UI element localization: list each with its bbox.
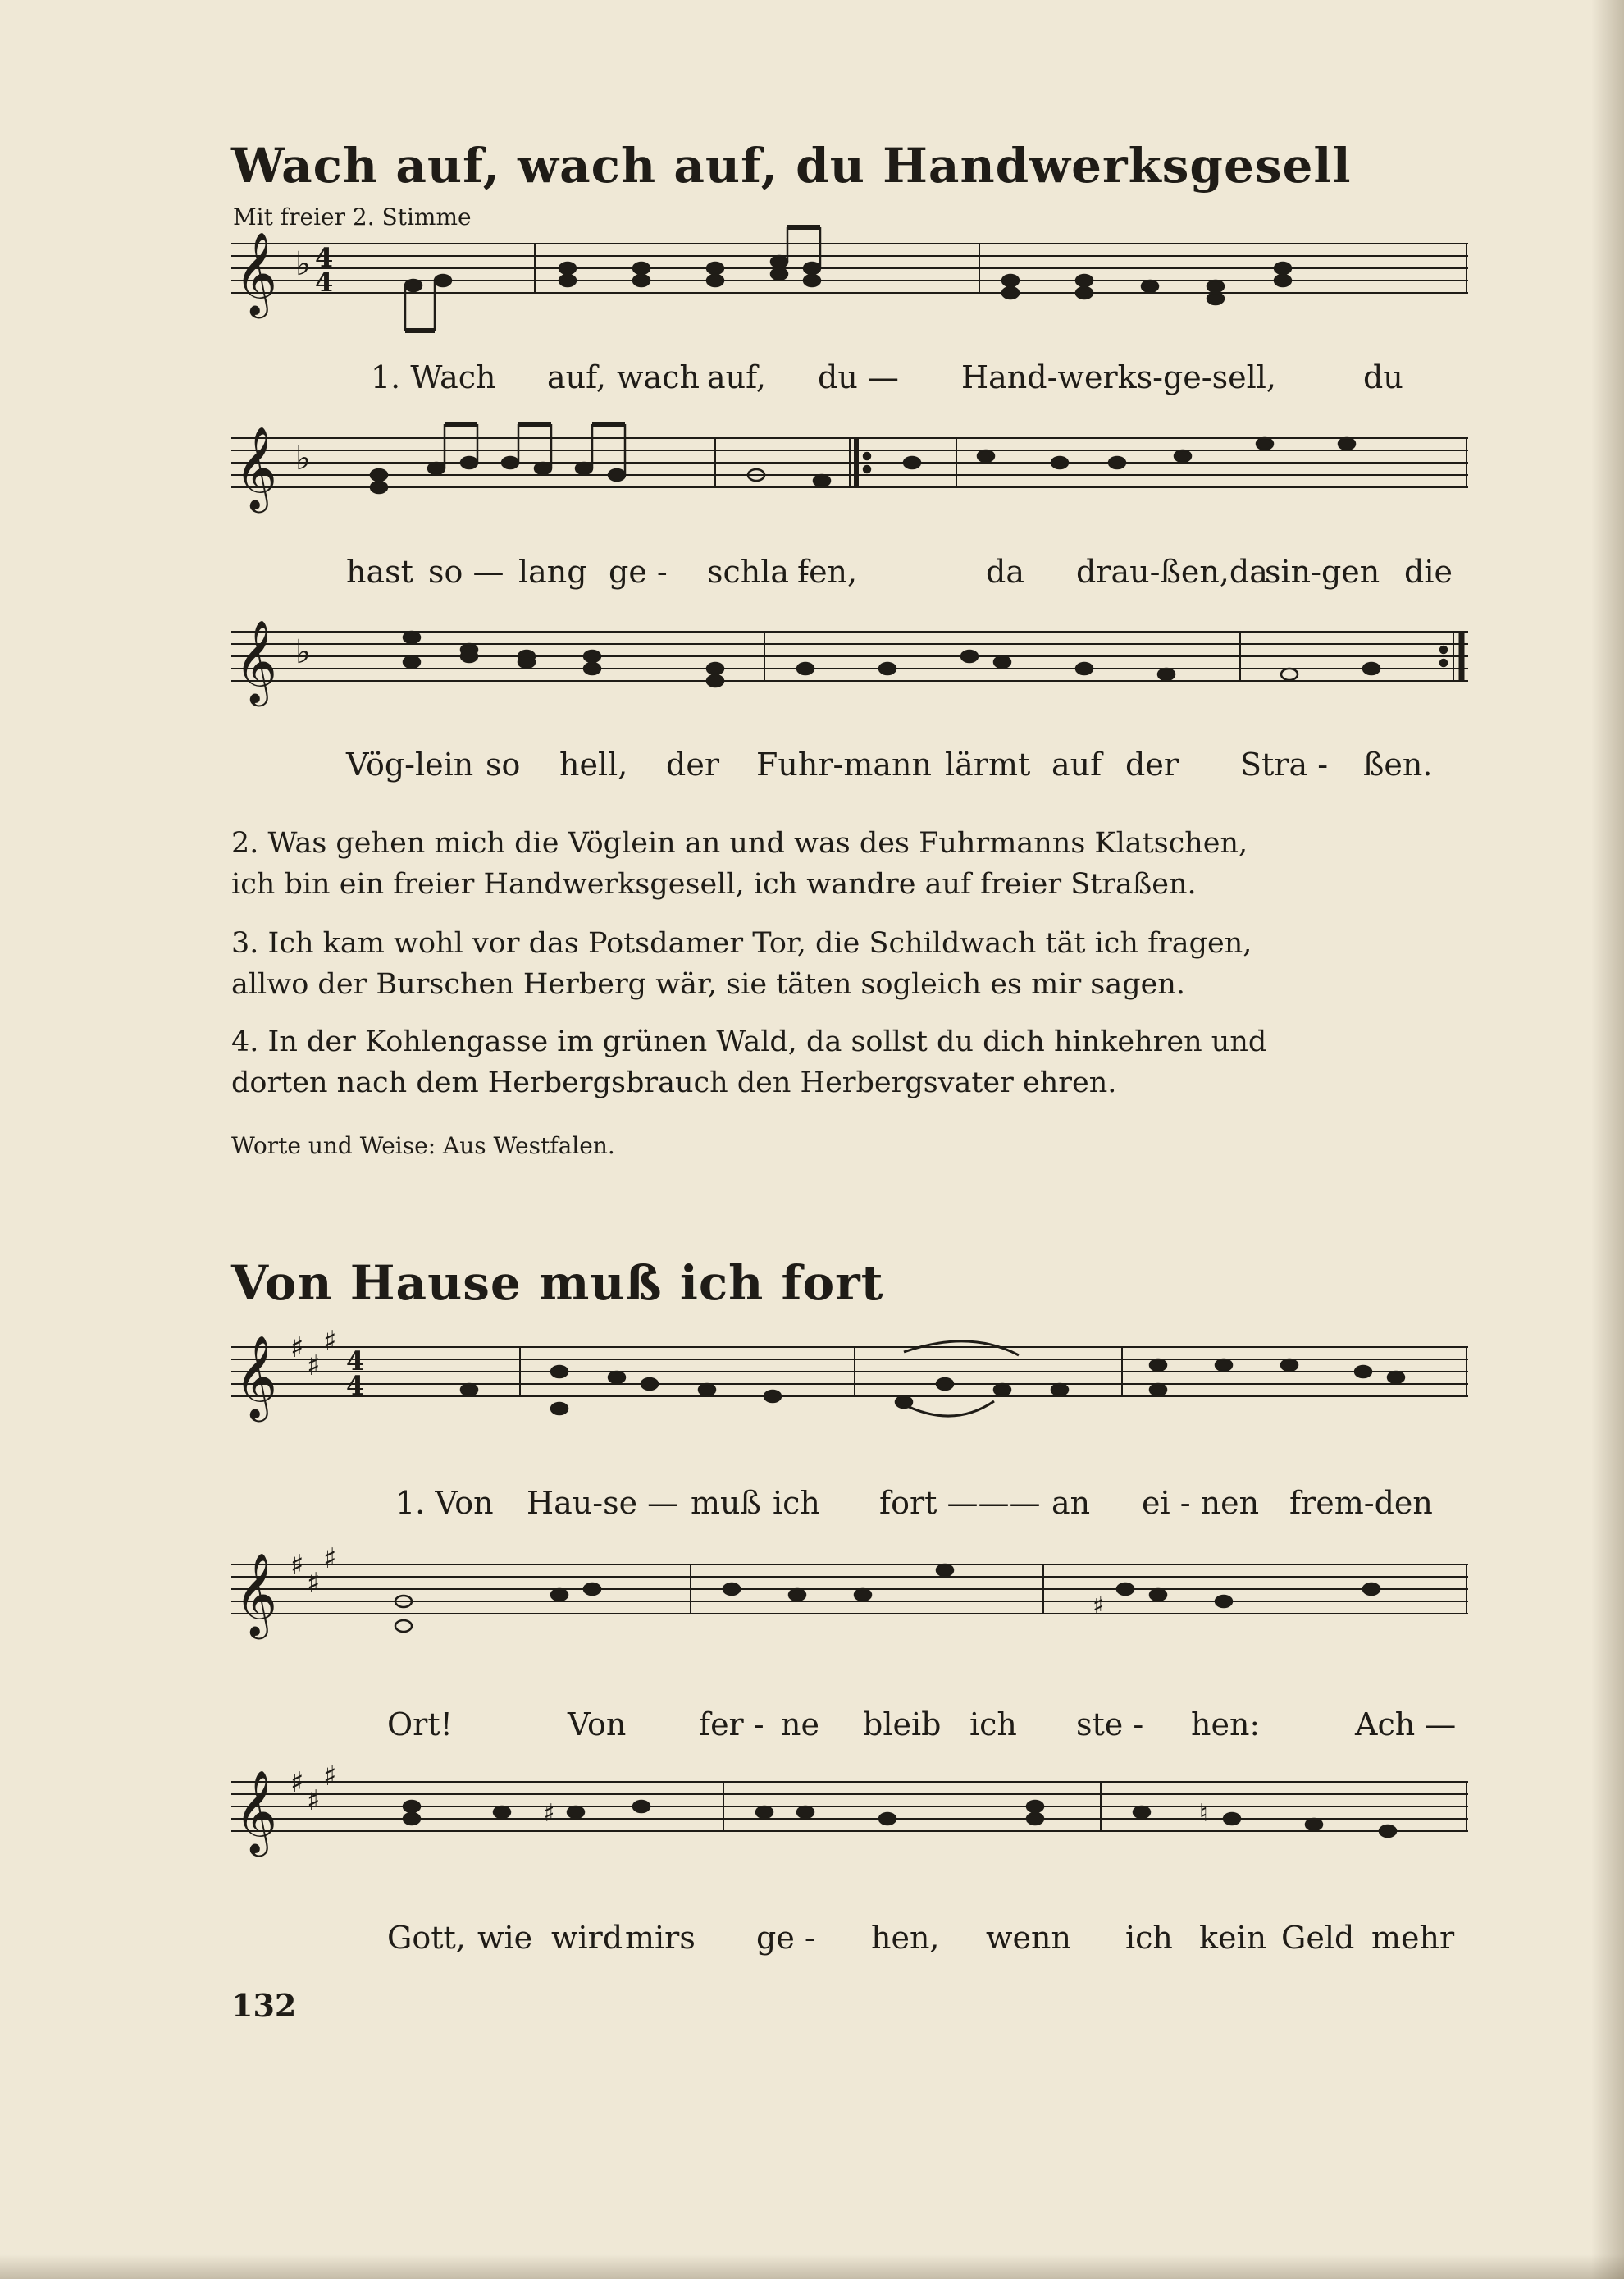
- song1-verse-3: [231, 923, 1462, 1005]
- lyric-syllable: mirs: [625, 1920, 696, 1956]
- svg-text:4: 4: [315, 267, 334, 298]
- lyric-syllable: Von: [568, 1706, 627, 1742]
- music-staff: [231, 619, 1468, 728]
- svg-text:♯: ♯: [290, 1331, 304, 1364]
- lyric-syllable: Vög-lein: [346, 747, 474, 783]
- svg-text:𝄞: 𝄞: [235, 231, 278, 315]
- page-number: 132: [231, 1987, 297, 2024]
- svg-text:𝄞: 𝄞: [235, 1769, 278, 1853]
- lyric-syllable: wach: [617, 359, 700, 395]
- svg-text:♯: ♯: [290, 1766, 304, 1799]
- lyric-syllable: ge -: [756, 1920, 815, 1956]
- lyric-syllable: ei - nen: [1142, 1485, 1260, 1521]
- svg-text:♭: ♭: [295, 440, 311, 477]
- verse-line: 2. Was gehen mich die Vöglein an und was des Fuhrmanns Klatschen,: [231, 827, 1248, 860]
- lyric-syllable: kein: [1199, 1920, 1267, 1956]
- svg-text:♯: ♯: [323, 1760, 337, 1793]
- svg-text:𝄞: 𝄞: [235, 1551, 278, 1636]
- lyric-syllable: du —: [818, 359, 899, 395]
- lyric-syllable: der: [666, 747, 719, 783]
- lyric-syllable: mehr: [1371, 1920, 1455, 1956]
- svg-text:4: 4: [346, 1370, 365, 1401]
- svg-text:4: 4: [346, 1345, 365, 1377]
- lyric-syllable: der: [1125, 747, 1179, 783]
- verse-line: 3. Ich kam wohl vor das Potsdamer Tor, die Schildwach tät ich fragen,: [231, 927, 1252, 960]
- lyric-syllable: Ach —: [1355, 1706, 1457, 1742]
- svg-text:♮: ♮: [1199, 1799, 1208, 1828]
- verse-line: allwo der Burschen Herberg wär, sie täten sogleich es mir sagen.: [231, 968, 1185, 1001]
- lyric-syllable: wenn: [986, 1920, 1071, 1956]
- svg-text:♯: ♯: [290, 1549, 304, 1582]
- lyric-syllable: an: [1051, 1485, 1091, 1521]
- verse-line: dorten nach dem Herbergsbrauch den Herbergsvater ehren.: [231, 1066, 1117, 1099]
- lyric-syllable: so —: [428, 554, 504, 590]
- song1-verse-4: [231, 1021, 1462, 1103]
- svg-text:♯: ♯: [1093, 1592, 1105, 1620]
- page-bottom-shadow: [0, 2254, 1624, 2279]
- lyric-syllable: fer -: [699, 1706, 764, 1742]
- lyric-syllable: Ort!: [387, 1706, 453, 1742]
- lyric-syllable: ßen.: [1363, 747, 1433, 783]
- lyric-syllable: 1. Wach: [371, 359, 496, 395]
- svg-text:𝄞: 𝄞: [235, 619, 278, 703]
- lyric-syllable: Fuhr-mann: [756, 747, 932, 783]
- song1-credit: Worte und Weise: Aus Westfalen.: [231, 1132, 615, 1159]
- music-staff: [231, 231, 1468, 340]
- lyric-syllable: lang: [518, 554, 587, 590]
- lyric-syllable: du: [1363, 359, 1403, 395]
- lyric-syllable: auf,: [547, 359, 606, 395]
- lyric-syllable: ich: [773, 1485, 820, 1521]
- music-staff: [231, 1760, 1468, 1879]
- music-staff: [231, 425, 1468, 535]
- verse-line: 4. In der Kohlengasse im grünen Wald, da sollst du dich hinkehren und: [231, 1025, 1267, 1058]
- lyric-syllable: frem-den: [1289, 1485, 1433, 1521]
- svg-text:♯: ♯: [307, 1784, 321, 1817]
- lyric-syllable: Gott,: [387, 1920, 466, 1956]
- lyric-syllable: drau-ßen,da: [1076, 554, 1268, 590]
- song1-title: Wach auf, wach auf, du Handwerksgesell: [231, 138, 1352, 194]
- lyric-syllable: hell,: [559, 747, 628, 783]
- lyric-syllable: Stra -: [1240, 747, 1329, 783]
- song2-lyrics-line-3: [231, 1920, 1468, 1959]
- lyric-syllable: hast: [346, 554, 413, 590]
- song1-lyrics-line-1: [231, 359, 1468, 399]
- svg-text:♯: ♯: [323, 1325, 337, 1358]
- svg-text:𝄞: 𝄞: [235, 1334, 278, 1418]
- lyric-syllable: muß: [691, 1485, 761, 1521]
- lyric-syllable: lärmt: [945, 747, 1031, 783]
- song2-lyrics-line-1: [231, 1485, 1468, 1524]
- lyric-syllable: fen,: [797, 554, 858, 590]
- lyric-syllable: sin-gen: [1265, 554, 1380, 590]
- svg-text:♭: ♭: [295, 245, 311, 283]
- svg-text:♯: ♯: [307, 1350, 321, 1382]
- lyric-syllable: 1. Von: [395, 1485, 494, 1521]
- lyric-syllable: hen:: [1191, 1706, 1261, 1742]
- svg-text:♯: ♯: [307, 1567, 321, 1600]
- song1-lyrics-line-3: [231, 747, 1468, 786]
- lyric-syllable: ich: [969, 1706, 1017, 1742]
- svg-text:♯: ♯: [543, 1799, 555, 1828]
- lyric-syllable: Geld: [1281, 1920, 1355, 1956]
- lyric-syllable: ne: [781, 1706, 819, 1742]
- music-staff: [231, 1542, 1468, 1661]
- song2-title: Von Hause muß ich fort: [231, 1255, 884, 1311]
- song1-subtitle: Mit freier 2. Stimme: [233, 203, 472, 231]
- lyric-syllable: hen,: [871, 1920, 940, 1956]
- lyric-syllable: ge -: [609, 554, 668, 590]
- song1-verse-2: [231, 823, 1462, 905]
- lyric-syllable: auf,: [707, 359, 766, 395]
- music-staff: [231, 1325, 1468, 1444]
- song2-lyrics-line-2: [231, 1706, 1468, 1746]
- lyric-syllable: bleib: [863, 1706, 942, 1742]
- svg-text:4: 4: [315, 242, 334, 273]
- lyric-syllable: ste -: [1076, 1706, 1144, 1742]
- song1-lyrics-line-2: [231, 554, 1468, 593]
- verse-line: ich bin ein freier Handwerksgesell, ich wandre auf freier Straßen.: [231, 868, 1197, 901]
- lyric-syllable: so: [486, 747, 521, 783]
- lyric-syllable: wird: [551, 1920, 623, 1956]
- lyric-syllable: Hau-se —: [527, 1485, 679, 1521]
- page-edge-shadow: [1591, 0, 1624, 2279]
- lyric-syllable: Hand-werks-ge-sell,: [961, 359, 1277, 395]
- lyric-syllable: schla -: [707, 554, 810, 590]
- svg-text:𝄞: 𝄞: [235, 425, 278, 509]
- lyric-syllable: da: [986, 554, 1024, 590]
- svg-text:♯: ♯: [323, 1542, 337, 1575]
- lyric-syllable: ich: [1125, 1920, 1173, 1956]
- lyric-syllable: fort ———: [879, 1485, 1041, 1521]
- lyric-syllable: die: [1404, 554, 1453, 590]
- lyric-syllable: auf: [1051, 747, 1102, 783]
- svg-text:♭: ♭: [295, 633, 311, 671]
- lyric-syllable: wie: [477, 1920, 533, 1956]
